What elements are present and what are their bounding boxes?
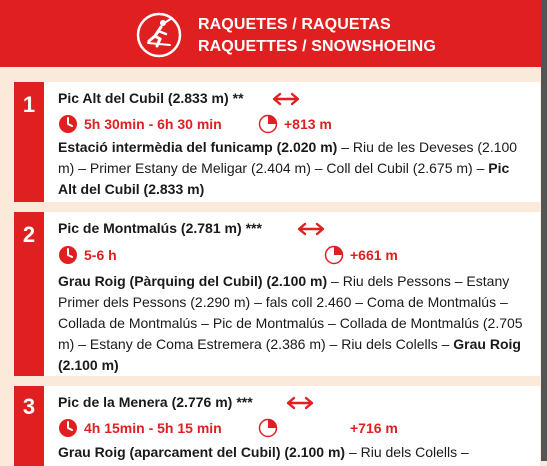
header-title-line1: RAQUETES / RAQUETAS	[198, 16, 391, 33]
elevation-gain-icon	[258, 114, 278, 134]
double-arrow-icon	[272, 92, 300, 106]
route-stars: **	[232, 90, 244, 106]
route-elevation: +813 m	[284, 116, 332, 132]
route-title	[58, 90, 244, 106]
route-title-text: Pic de Montmalús (2.781 m)	[58, 220, 242, 236]
double-arrow-icon	[286, 396, 314, 410]
route-number: 2	[22, 222, 36, 247]
route-title	[58, 220, 262, 236]
route-description	[58, 271, 528, 376]
header-bar	[0, 0, 547, 67]
route-number-box	[14, 386, 44, 466]
route-card-2	[14, 212, 540, 376]
clock-icon	[58, 245, 78, 265]
route-time: 5h 30min - 6h 30 min	[84, 116, 222, 132]
route-elevation: +716 m	[350, 420, 398, 436]
route-title-text: Pic Alt del Cubil (2.833 m)	[58, 90, 229, 106]
elevation-gain-icon	[258, 418, 278, 438]
route-desc-start: Grau Roig (aparcament del Cubil) (2.100 m)	[58, 444, 346, 460]
route-desc-end: Pic Alt del Cubil (2.833 m)	[58, 160, 510, 197]
elevation-gain-icon	[324, 245, 344, 265]
route-card-3	[14, 386, 540, 466]
snowshoeing-icon	[136, 12, 182, 58]
route-desc-middle: – Riu de les Deveses (2.100 m) – Primer Estany de Meligar (2.404 m) – Coll del Cubil (2.675 m) –	[58, 139, 518, 176]
route-stars: ***	[245, 220, 262, 236]
route-number: 1	[22, 92, 36, 117]
route-description	[58, 442, 528, 463]
window-edge	[541, 0, 547, 461]
route-description	[58, 137, 528, 200]
clock-icon	[58, 418, 78, 438]
route-time: 4h 15min - 5h 15 min	[84, 420, 222, 436]
route-card-1	[14, 82, 540, 202]
route-title-text: Pic de la Menera (2.776 m)	[58, 394, 233, 410]
route-title	[58, 394, 253, 410]
route-stars: ***	[236, 394, 253, 410]
route-time: 5-6 h	[84, 247, 117, 263]
route-desc-start: Estació intermèdia del funicamp (2.020 m)	[58, 139, 338, 155]
route-number-box	[14, 82, 44, 202]
clock-icon	[58, 114, 78, 134]
route-desc-middle: – Riu dels Colells –	[345, 444, 469, 460]
double-arrow-icon	[297, 222, 325, 236]
route-desc-middle: – Riu dels Pessons – Estany Primer dels Pessons (2.290 m) – fals coll 2.460 – Coma de Montmalús – Collada de Montmalús – Pic de Montmalús – Collada de Montmalús (2.705 m) – Estany de Coma Estremera (2.386 m) – Riu dels Colells –	[58, 273, 523, 352]
route-number: 3	[22, 394, 36, 419]
header-title-line2: RAQUETTES / SNOWSHOEING	[198, 38, 436, 55]
route-desc-end: Grau Roig (2.100 m)	[58, 336, 521, 373]
route-desc-start: Grau Roig (Pàrquing del Cubil) (2.100 m)	[58, 273, 328, 289]
route-elevation: +661 m	[350, 247, 398, 263]
route-number-box	[14, 212, 44, 376]
